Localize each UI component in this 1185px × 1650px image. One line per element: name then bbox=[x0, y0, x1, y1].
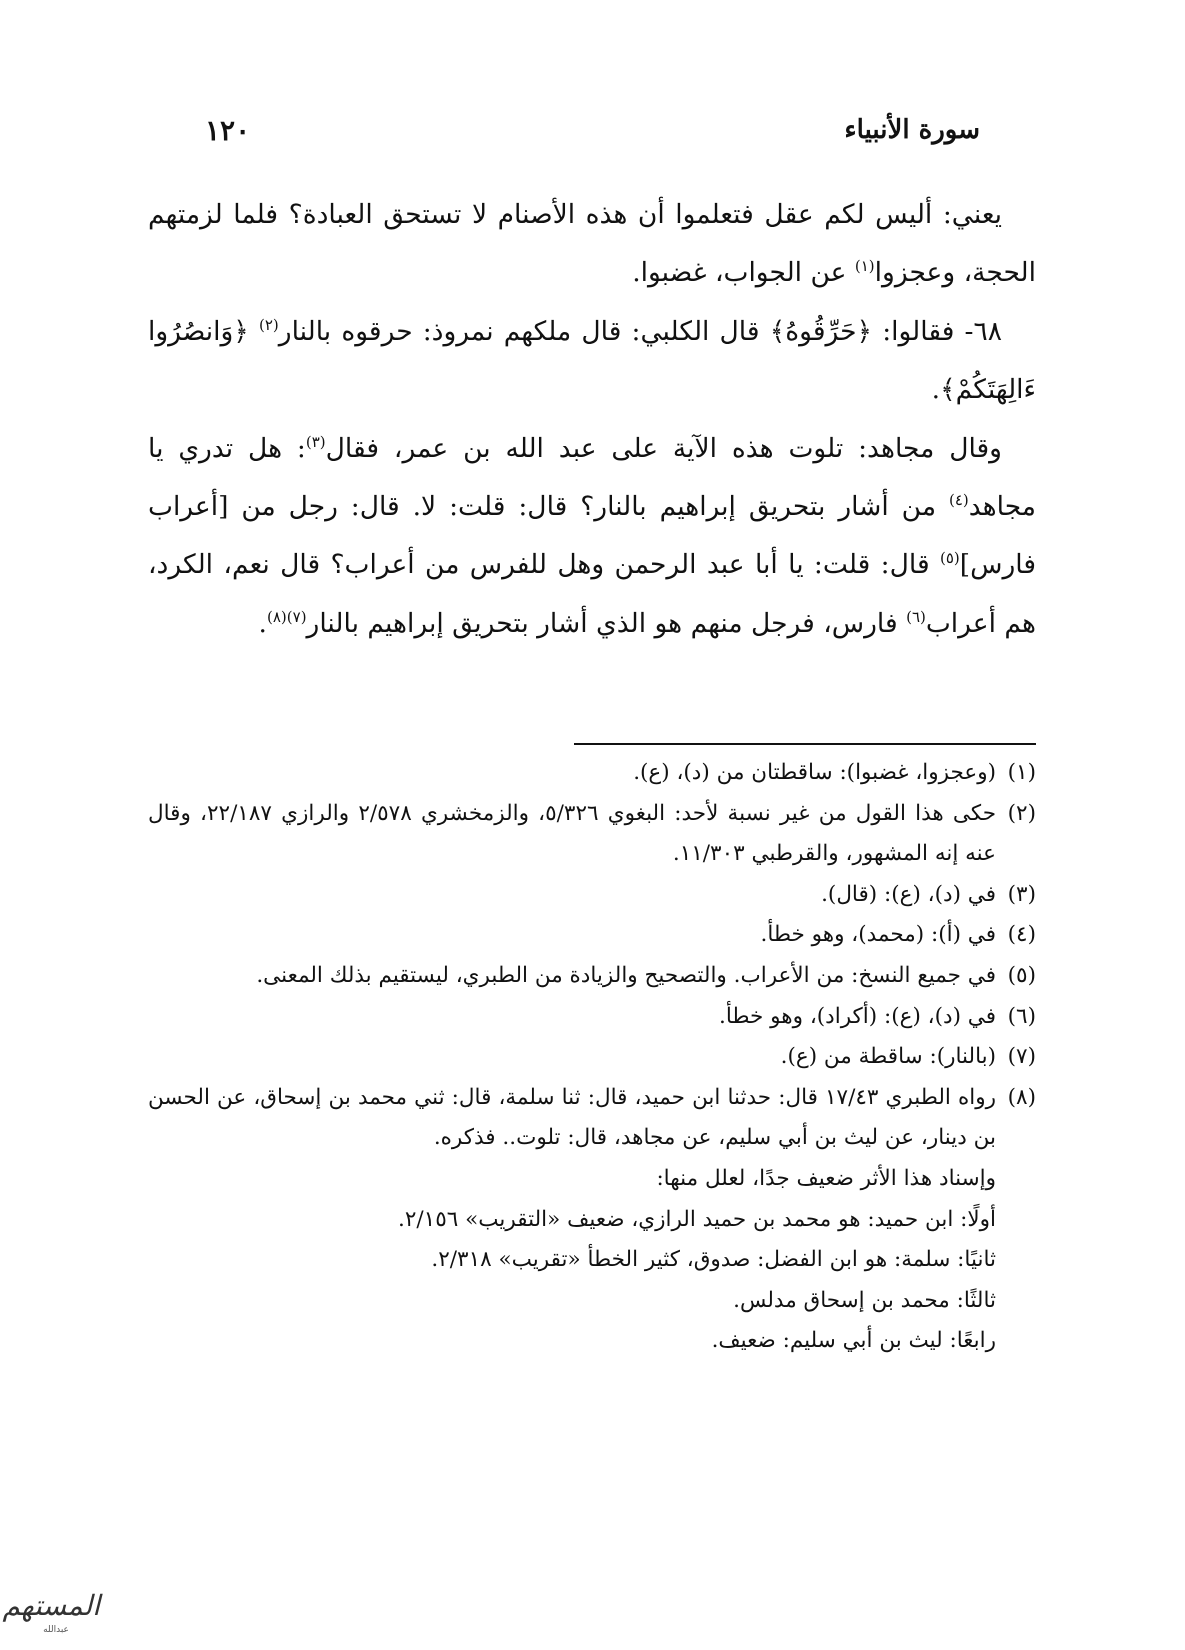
footnote-2 bbox=[148, 794, 1036, 875]
running-header bbox=[205, 108, 980, 152]
footnote-1 bbox=[148, 753, 1036, 794]
footnote-4 bbox=[148, 915, 1036, 956]
footnote-number: (٣) bbox=[1007, 881, 1036, 907]
footnote-8 bbox=[148, 1078, 1036, 1159]
publisher-logo bbox=[2, 1588, 100, 1638]
footnote-ref-1[interactable]: (١) bbox=[854, 257, 875, 276]
quran-quote-1: ﴿حَرِّقُوهُ﴾ bbox=[769, 315, 873, 347]
footnote-text: في جميع النسخ: من الأعراب. والتصحيح والزيادة من الطبري، ليستقيم بذلك المعنى. bbox=[256, 962, 996, 988]
footnote-number: (٨) bbox=[1007, 1084, 1036, 1110]
footnote-8-line-4: ثالثًا: محمد بن إسحاق مدلس. bbox=[733, 1287, 996, 1313]
footnote-separator bbox=[574, 743, 1036, 745]
footnote-text: حكى هذا القول من غير نسبة لأحد: البغوي ٥/٣٢٦، والزمخشري ٢/٥٧٨ والرازي ٢٢/١٨٧، وقال عنه إنه المشهور، والقرطبي ١١/٣٠٣. bbox=[148, 800, 996, 867]
footnote-text: (وعجزوا، غضبوا): ساقطتان من (د)، (ع). bbox=[633, 760, 996, 785]
surah-title: سورة الأنبياء bbox=[844, 115, 980, 145]
quran-quote-2: ﴿وَانصُرُوا ءَالِهَتَكُمْ﴾ bbox=[148, 315, 1036, 406]
footnote-8-line-3: ثانيًا: سلمة: هو ابن الفضل: صدوق، كثير الخطأ «تقريب» ٢/٣١٨. bbox=[431, 1247, 996, 1273]
footnote-ref-2[interactable]: (٢) bbox=[259, 315, 279, 334]
footnote-number: (١) bbox=[1007, 760, 1036, 785]
footnote-text: (بالنار): ساقطة من (ع). bbox=[780, 1044, 996, 1070]
footnote-number: (٢) bbox=[1007, 800, 1036, 826]
footnote-8-line-2: أولًا: ابن حميد: هو محمد بن حميد الرازي، ضعيف «التقريب» ٢/١٥٦. bbox=[398, 1206, 996, 1232]
footnote-text: رواه الطبري ١٧/٤٣ قال: حدثنا ابن حميد، قال: ثنا سلمة، قال: ثني محمد بن إسحاق، عن الحسن بن دينار، عن ليث بن أبي سليم، عن مجاهد، قال: تلوت.. فذكره. bbox=[148, 1084, 996, 1151]
footnotes bbox=[148, 753, 1036, 1362]
footnote-ref-5[interactable]: (٥) bbox=[939, 549, 960, 568]
footnote-text: في (د)، (ع): (قال). bbox=[821, 881, 996, 907]
footnote-number: (٥) bbox=[1007, 962, 1036, 988]
footnote-number: (٤) bbox=[1007, 922, 1036, 948]
footnote-7 bbox=[148, 1037, 1036, 1078]
logo-word: المستهم bbox=[2, 1589, 100, 1622]
footnote-8-line-5: رابعًا: ليث بن أبي سليم: ضعيف. bbox=[711, 1328, 996, 1354]
footnote-5 bbox=[148, 956, 1036, 997]
footnote-text: في (أ): (محمد)، وهو خطأ. bbox=[760, 922, 996, 948]
footnote-ref-6[interactable]: (٦) bbox=[906, 608, 926, 627]
main-text bbox=[148, 186, 1036, 653]
footnote-ref-4[interactable]: (٤) bbox=[948, 491, 969, 510]
footnote-6 bbox=[148, 997, 1036, 1038]
footnote-ref-3[interactable]: (٣) bbox=[305, 432, 326, 451]
footnote-ref-7-8[interactable]: (٧)(٨) bbox=[266, 608, 307, 627]
footnote-3 bbox=[148, 875, 1036, 916]
logo-sub: عبدالله bbox=[43, 1625, 69, 1635]
paragraph-2: ٦٨- فقالوا: ﴿حَرِّقُوهُ﴾ قال الكلبي: قال ملكهم نمروذ: حرقوه بالنار$^{(٢)}$ ﴿وَانصُرُوا ءَالِهَتَكُمْ﴾. bbox=[148, 315, 1036, 406]
footnote-8-line-1: وإسناد هذا الأثر ضعيف جدًا، لعلل منها: bbox=[656, 1165, 996, 1191]
paragraph-1: يعني: أليس لكم عقل فتعلموا أن هذه الأصنام لا تستحق العبادة؟ فلما لزمتهم الحجة، وعجزوا$^{(١)}$ عن الجواب، غضبوا. bbox=[148, 199, 1036, 289]
page-number: ١٢٠ bbox=[205, 113, 251, 147]
footnote-number: (٧) bbox=[1007, 1044, 1036, 1070]
paragraph-3: وقال مجاهد: تلوت هذه الآية على عبد الله بن عمر، فقال$^{(٣)}$: هل تدري يا مجاهد$^{(٤)}$ من أشار بتحريق إبراهيم بالنار؟ قال: قلت: لا. قال: رجل من [أعراب فارس]$^{(٥)}$ قال: قلت: يا أبا عبد الرحمن وهل للفرس من أعراب؟ قال نعم، الكرد، هم أعراب$^{(٦)}$ فارس، فرجل منهم هو الذي أشار بتحريق إبراهيم بالنار$^{(٧)(٨)}$. bbox=[148, 432, 1036, 639]
footnote-text: في (د)، (ع): (أكراد)، وهو خطأ. bbox=[719, 1003, 996, 1029]
footnote-number: (٦) bbox=[1007, 1003, 1036, 1029]
